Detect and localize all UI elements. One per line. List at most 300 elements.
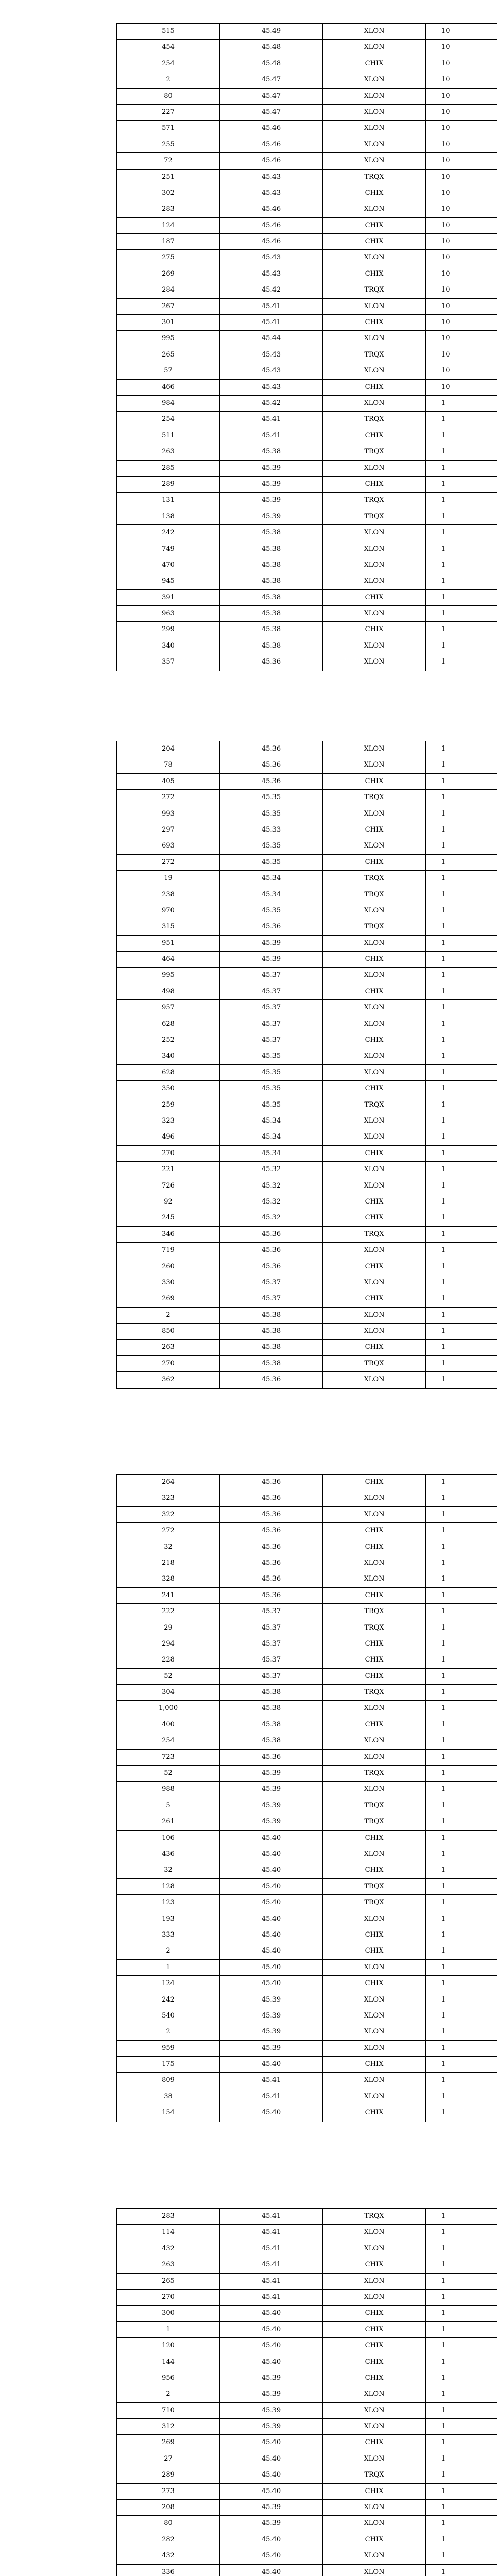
- time-cell: 10: [441, 221, 450, 229]
- price-cell: 45.37: [220, 1652, 323, 1668]
- venue-cell: XLON: [323, 2024, 426, 2040]
- time-cell: 1: [441, 496, 446, 504]
- volume-cell: 263: [117, 444, 220, 460]
- table-row: [117, 557, 497, 573]
- table-row: [117, 201, 497, 217]
- trade-table-1: [116, 23, 497, 671]
- venue-cell: XLON: [323, 1016, 426, 1032]
- table-row: [117, 1113, 497, 1129]
- table-row: [117, 153, 497, 169]
- price-cell: 45.36: [220, 1475, 323, 1490]
- time-cell: 1: [441, 464, 446, 472]
- table-row: [117, 89, 497, 105]
- price-cell: 45.43: [220, 266, 323, 282]
- venue-cell: XLON: [323, 1308, 426, 1323]
- volume-cell: 693: [117, 838, 220, 854]
- price-cell: 45.34: [220, 1146, 323, 1161]
- volume-cell: 340: [117, 1048, 220, 1064]
- venue-cell: TRQX: [323, 170, 426, 185]
- venue-cell: CHIX: [323, 1976, 426, 1991]
- venue-cell: XLON: [323, 903, 426, 919]
- time-cell: 1: [441, 2454, 446, 2463]
- table-row: [117, 573, 497, 589]
- volume-cell: 270: [117, 1146, 220, 1161]
- table-row: [117, 1129, 497, 1145]
- volume-cell: 498: [117, 984, 220, 999]
- price-cell: 45.36: [220, 1539, 323, 1555]
- table-row: [117, 2386, 497, 2402]
- time-cell: 10: [441, 140, 450, 148]
- volume-cell: 208: [117, 2500, 220, 2515]
- table-row: [117, 871, 497, 887]
- table-row: [117, 1308, 497, 1324]
- table-row: [117, 1356, 497, 1372]
- price-cell: 45.32: [220, 1178, 323, 1194]
- price-cell: 45.36: [220, 1507, 323, 1522]
- volume-cell: 124: [117, 218, 220, 233]
- trade-table-4: [116, 2208, 497, 2576]
- price-cell: 45.40: [220, 2548, 323, 2564]
- time-cell: 1: [441, 1930, 446, 1939]
- volume-cell: 571: [117, 121, 220, 136]
- table-row: [117, 234, 497, 250]
- time-cell: 1: [441, 842, 446, 850]
- venue-cell: TRQX: [323, 1798, 426, 1814]
- price-cell: 45.43: [220, 380, 323, 395]
- time-cell: 1: [441, 2092, 446, 2100]
- time-cell: 10: [441, 59, 450, 67]
- volume-cell: 272: [117, 790, 220, 805]
- venue-cell: XLON: [323, 1555, 426, 1571]
- price-cell: 45.39: [220, 1782, 323, 1797]
- volume-cell: 187: [117, 234, 220, 249]
- price-cell: 45.38: [220, 590, 323, 605]
- volume-cell: 273: [117, 2484, 220, 2499]
- price-cell: 45.40: [220, 2532, 323, 2548]
- volume-cell: 2: [117, 2386, 220, 2402]
- time-cell: 10: [441, 253, 450, 262]
- price-cell: 45.34: [220, 887, 323, 903]
- table-row: [117, 952, 497, 968]
- volume-cell: 809: [117, 2073, 220, 2088]
- price-cell: 45.39: [220, 509, 323, 524]
- time-cell: 10: [441, 205, 450, 213]
- price-cell: 45.40: [220, 2435, 323, 2450]
- price-cell: 45.40: [220, 2484, 323, 2499]
- price-cell: 45.34: [220, 1113, 323, 1129]
- venue-cell: XLON: [323, 1701, 426, 1716]
- table-row: [117, 984, 497, 1000]
- table-row: [117, 1243, 497, 1259]
- venue-cell: CHIX: [323, 1927, 426, 1943]
- volume-cell: 515: [117, 24, 220, 39]
- volume-cell: 993: [117, 806, 220, 822]
- volume-cell: 2: [117, 1308, 220, 1323]
- volume-cell: 466: [117, 380, 220, 395]
- volume-cell: 227: [117, 105, 220, 120]
- volume-cell: 315: [117, 919, 220, 935]
- volume-cell: 511: [117, 428, 220, 444]
- volume-cell: 957: [117, 1000, 220, 1015]
- time-cell: 1: [441, 399, 446, 407]
- price-cell: 45.41: [220, 315, 323, 330]
- table-row: [117, 40, 497, 56]
- venue-cell: TRQX: [323, 887, 426, 903]
- price-cell: 45.40: [220, 1879, 323, 1894]
- venue-cell: CHIX: [323, 1636, 426, 1652]
- price-cell: 45.39: [220, 1814, 323, 1829]
- table-row: [117, 2532, 497, 2548]
- price-cell: 45.40: [220, 1943, 323, 1959]
- table-row: [117, 1571, 497, 1587]
- time-cell: 1: [441, 1769, 446, 1777]
- venue-cell: CHIX: [323, 1194, 426, 1210]
- volume-cell: 432: [117, 2241, 220, 2257]
- venue-cell: XLON: [323, 557, 426, 573]
- venue-cell: CHIX: [323, 428, 426, 444]
- price-cell: 45.39: [220, 2403, 323, 2418]
- price-cell: 45.42: [220, 396, 323, 411]
- volume-cell: 124: [117, 1976, 220, 1991]
- time-cell: 1: [441, 2212, 446, 2220]
- volume-cell: 92: [117, 1194, 220, 1210]
- volume-cell: 260: [117, 1259, 220, 1275]
- table-row: [117, 806, 497, 822]
- time-cell: 1: [441, 987, 446, 995]
- price-cell: 45.41: [220, 2290, 323, 2305]
- table-row: [117, 1879, 497, 1895]
- venue-cell: XLON: [323, 1129, 426, 1145]
- venue-cell: XLON: [323, 2274, 426, 2289]
- venue-cell: XLON: [323, 250, 426, 265]
- venue-cell: CHIX: [323, 1862, 426, 1878]
- volume-cell: 52: [117, 1766, 220, 1781]
- venue-cell: XLON: [323, 2241, 426, 2257]
- volume-cell: 264: [117, 1475, 220, 1490]
- time-cell: 10: [441, 157, 450, 165]
- volume-cell: 123: [117, 1895, 220, 1910]
- table-row: [117, 1000, 497, 1016]
- time-cell: 1: [441, 858, 446, 866]
- volume-cell: 254: [117, 56, 220, 72]
- venue-cell: XLON: [323, 2419, 426, 2434]
- price-cell: 45.36: [220, 1571, 323, 1587]
- price-cell: 45.40: [220, 1831, 323, 1846]
- volume-cell: 270: [117, 2290, 220, 2305]
- volume-cell: 261: [117, 1814, 220, 1829]
- time-cell: 1: [441, 1543, 446, 1551]
- table-row: [117, 1291, 497, 1307]
- volume-cell: 284: [117, 282, 220, 298]
- venue-cell: TRQX: [323, 2467, 426, 2483]
- volume-cell: 283: [117, 2209, 220, 2224]
- venue-cell: CHIX: [323, 56, 426, 72]
- volume-cell: 228: [117, 1652, 220, 1668]
- price-cell: 45.32: [220, 1162, 323, 1177]
- volume-cell: 222: [117, 1604, 220, 1619]
- time-cell: 1: [441, 2422, 446, 2431]
- venue-cell: TRQX: [323, 493, 426, 508]
- time-cell: 1: [441, 1494, 446, 1502]
- venue-cell: XLON: [323, 1733, 426, 1749]
- volume-cell: 114: [117, 2225, 220, 2240]
- price-cell: 45.32: [220, 1210, 323, 1226]
- table-row: [117, 282, 497, 298]
- price-cell: 45.37: [220, 1000, 323, 1015]
- table-row: [117, 1275, 497, 1291]
- price-cell: 45.37: [220, 1291, 323, 1307]
- volume-cell: 726: [117, 1178, 220, 1194]
- venue-cell: CHIX: [323, 1539, 426, 1555]
- venue-cell: XLON: [323, 2225, 426, 2240]
- table-row: [117, 606, 497, 622]
- table-row: [117, 2057, 497, 2073]
- volume-cell: 242: [117, 1992, 220, 2008]
- venue-cell: TRQX: [323, 790, 426, 805]
- volume-cell: 221: [117, 1162, 220, 1177]
- time-cell: 1: [441, 955, 446, 963]
- time-cell: 10: [441, 27, 450, 35]
- venue-cell: CHIX: [323, 2057, 426, 2072]
- volume-cell: 289: [117, 2467, 220, 2483]
- price-cell: 45.35: [220, 838, 323, 854]
- price-cell: 45.36: [220, 654, 323, 670]
- volume-cell: 270: [117, 1356, 220, 1371]
- time-cell: 10: [441, 76, 450, 84]
- volume-cell: 285: [117, 461, 220, 476]
- price-cell: 45.43: [220, 363, 323, 379]
- time-cell: 1: [441, 923, 446, 931]
- table-row: [117, 654, 497, 670]
- price-cell: 45.49: [220, 24, 323, 39]
- price-cell: 45.39: [220, 2008, 323, 2024]
- price-cell: 45.36: [220, 757, 323, 773]
- price-cell: 45.39: [220, 1798, 323, 1814]
- table-row: [117, 1194, 497, 1210]
- venue-cell: CHIX: [323, 380, 426, 395]
- volume-cell: 357: [117, 654, 220, 670]
- venue-cell: CHIX: [323, 1259, 426, 1275]
- venue-cell: CHIX: [323, 1523, 426, 1538]
- time-cell: 10: [441, 318, 450, 327]
- venue-cell: TRQX: [323, 1685, 426, 1700]
- table-row: [117, 2290, 497, 2306]
- venue-cell: XLON: [323, 461, 426, 476]
- venue-cell: CHIX: [323, 952, 426, 967]
- volume-cell: 963: [117, 606, 220, 621]
- volume-cell: 2: [117, 72, 220, 88]
- price-cell: 45.38: [220, 1340, 323, 1355]
- price-cell: 45.41: [220, 428, 323, 444]
- volume-cell: 106: [117, 1831, 220, 1846]
- venue-cell: XLON: [323, 1113, 426, 1129]
- price-cell: 45.44: [220, 331, 323, 346]
- time-cell: 1: [441, 641, 446, 650]
- price-cell: 45.34: [220, 871, 323, 886]
- venue-cell: CHIX: [323, 1831, 426, 1846]
- venue-cell: XLON: [323, 1048, 426, 1064]
- venue-cell: XLON: [323, 638, 426, 654]
- price-cell: 45.39: [220, 2024, 323, 2040]
- venue-cell: CHIX: [323, 622, 426, 637]
- venue-cell: XLON: [323, 741, 426, 757]
- table-row: [117, 1016, 497, 1032]
- price-cell: 45.46: [220, 153, 323, 168]
- price-cell: 45.36: [220, 741, 323, 757]
- time-cell: 1: [441, 1478, 446, 1486]
- price-cell: 45.35: [220, 1081, 323, 1096]
- table-row: [117, 757, 497, 773]
- table-row: [117, 741, 497, 757]
- venue-cell: CHIX: [323, 1717, 426, 1733]
- volume-cell: 263: [117, 2257, 220, 2273]
- table-row: [117, 1227, 497, 1243]
- volume-cell: 265: [117, 347, 220, 363]
- venue-cell: TRQX: [323, 1766, 426, 1781]
- table-row: [117, 1927, 497, 1943]
- price-cell: 45.38: [220, 444, 323, 460]
- venue-cell: CHIX: [323, 266, 426, 282]
- venue-cell: XLON: [323, 2548, 426, 2564]
- price-cell: 45.40: [220, 1895, 323, 1910]
- venue-cell: CHIX: [323, 1652, 426, 1668]
- venue-cell: XLON: [323, 1750, 426, 1765]
- time-cell: 1: [441, 1639, 446, 1648]
- price-cell: 45.35: [220, 1065, 323, 1080]
- time-cell: 10: [441, 189, 450, 197]
- table-row: [117, 2024, 497, 2040]
- time-cell: 10: [441, 43, 450, 52]
- time-cell: 1: [441, 1753, 446, 1761]
- time-cell: 1: [441, 1850, 446, 1858]
- trade-table-2: [116, 741, 497, 1389]
- venue-cell: CHIX: [323, 2354, 426, 2370]
- table-row: [117, 380, 497, 396]
- time-cell: 1: [441, 1704, 446, 1713]
- table-row: [117, 2354, 497, 2370]
- volume-cell: 252: [117, 1032, 220, 1048]
- time-cell: 1: [441, 2487, 446, 2495]
- volume-cell: 951: [117, 936, 220, 951]
- time-cell: 1: [441, 1004, 446, 1012]
- price-cell: 45.40: [220, 2451, 323, 2467]
- volume-cell: 1,000: [117, 1701, 220, 1716]
- venue-cell: XLON: [323, 2451, 426, 2467]
- time-cell: 1: [441, 480, 446, 488]
- price-cell: 45.41: [220, 2073, 323, 2088]
- table-row: [117, 1992, 497, 2008]
- price-cell: 45.39: [220, 493, 323, 508]
- table-row: [117, 1032, 497, 1048]
- venue-cell: XLON: [323, 363, 426, 379]
- price-cell: 45.41: [220, 412, 323, 427]
- price-cell: 45.38: [220, 1308, 323, 1323]
- venue-cell: XLON: [323, 24, 426, 39]
- volume-cell: 362: [117, 1372, 220, 1388]
- price-cell: 45.38: [220, 622, 323, 637]
- volume-cell: 80: [117, 2516, 220, 2531]
- price-cell: 45.37: [220, 1604, 323, 1619]
- time-cell: 1: [441, 2011, 446, 2020]
- time-cell: 1: [441, 1084, 446, 1093]
- time-cell: 1: [441, 1278, 446, 1286]
- price-cell: 45.34: [220, 1129, 323, 1145]
- volume-cell: 19: [117, 871, 220, 886]
- price-cell: 45.38: [220, 1356, 323, 1371]
- time-cell: 1: [441, 1623, 446, 1632]
- volume-cell: 723: [117, 1750, 220, 1765]
- volume-cell: 850: [117, 1324, 220, 1339]
- table-row: [117, 2089, 497, 2105]
- venue-cell: XLON: [323, 72, 426, 88]
- time-cell: 1: [441, 609, 446, 618]
- table-row: [117, 541, 497, 557]
- time-cell: 1: [441, 2358, 446, 2366]
- table-row: [117, 1372, 497, 1388]
- time-cell: 1: [441, 1995, 446, 2004]
- venue-cell: XLON: [323, 331, 426, 346]
- time-cell: 10: [441, 269, 450, 278]
- time-cell: 1: [441, 1510, 446, 1518]
- volume-cell: 1: [117, 1960, 220, 1975]
- volume-cell: 400: [117, 1717, 220, 1733]
- price-cell: 45.40: [220, 1911, 323, 1927]
- table-row: [117, 24, 497, 40]
- table-row: [117, 412, 497, 428]
- time-cell: 10: [441, 302, 450, 310]
- venue-cell: XLON: [323, 40, 426, 55]
- price-cell: 45.41: [220, 299, 323, 314]
- time-cell: 1: [441, 2028, 446, 2036]
- price-cell: 45.43: [220, 185, 323, 201]
- table-row: [117, 1701, 497, 1717]
- venue-cell: TRQX: [323, 1227, 426, 1242]
- time-cell: 10: [441, 334, 450, 343]
- time-cell: 1: [441, 1834, 446, 1842]
- volume-cell: 78: [117, 757, 220, 773]
- table-row: [117, 1555, 497, 1571]
- time-cell: 1: [441, 529, 446, 537]
- venue-cell: CHIX: [323, 2370, 426, 2386]
- price-cell: 45.39: [220, 2419, 323, 2434]
- time-cell: 1: [441, 1311, 446, 1319]
- price-cell: 45.39: [220, 1992, 323, 2008]
- venue-cell: XLON: [323, 1507, 426, 1522]
- price-cell: 45.48: [220, 56, 323, 72]
- price-cell: 45.47: [220, 72, 323, 88]
- time-cell: 10: [441, 124, 450, 132]
- volume-cell: 29: [117, 1620, 220, 1636]
- time-cell: 1: [441, 1737, 446, 1745]
- table-row: [117, 493, 497, 509]
- price-cell: 45.35: [220, 1048, 323, 1064]
- volume-cell: 333: [117, 1927, 220, 1943]
- venue-cell: CHIX: [323, 1081, 426, 1096]
- table-row: [117, 170, 497, 185]
- table-row: [117, 1652, 497, 1668]
- price-cell: 45.40: [220, 1927, 323, 1943]
- volume-cell: 289: [117, 477, 220, 492]
- time-cell: 1: [441, 1230, 446, 1238]
- time-cell: 1: [441, 1947, 446, 1955]
- time-cell: 1: [441, 874, 446, 883]
- venue-cell: CHIX: [323, 1032, 426, 1048]
- volume-cell: 251: [117, 170, 220, 185]
- price-cell: 45.41: [220, 2225, 323, 2240]
- time-cell: 1: [441, 448, 446, 456]
- table-row: [117, 1766, 497, 1782]
- volume-cell: 956: [117, 2370, 220, 2386]
